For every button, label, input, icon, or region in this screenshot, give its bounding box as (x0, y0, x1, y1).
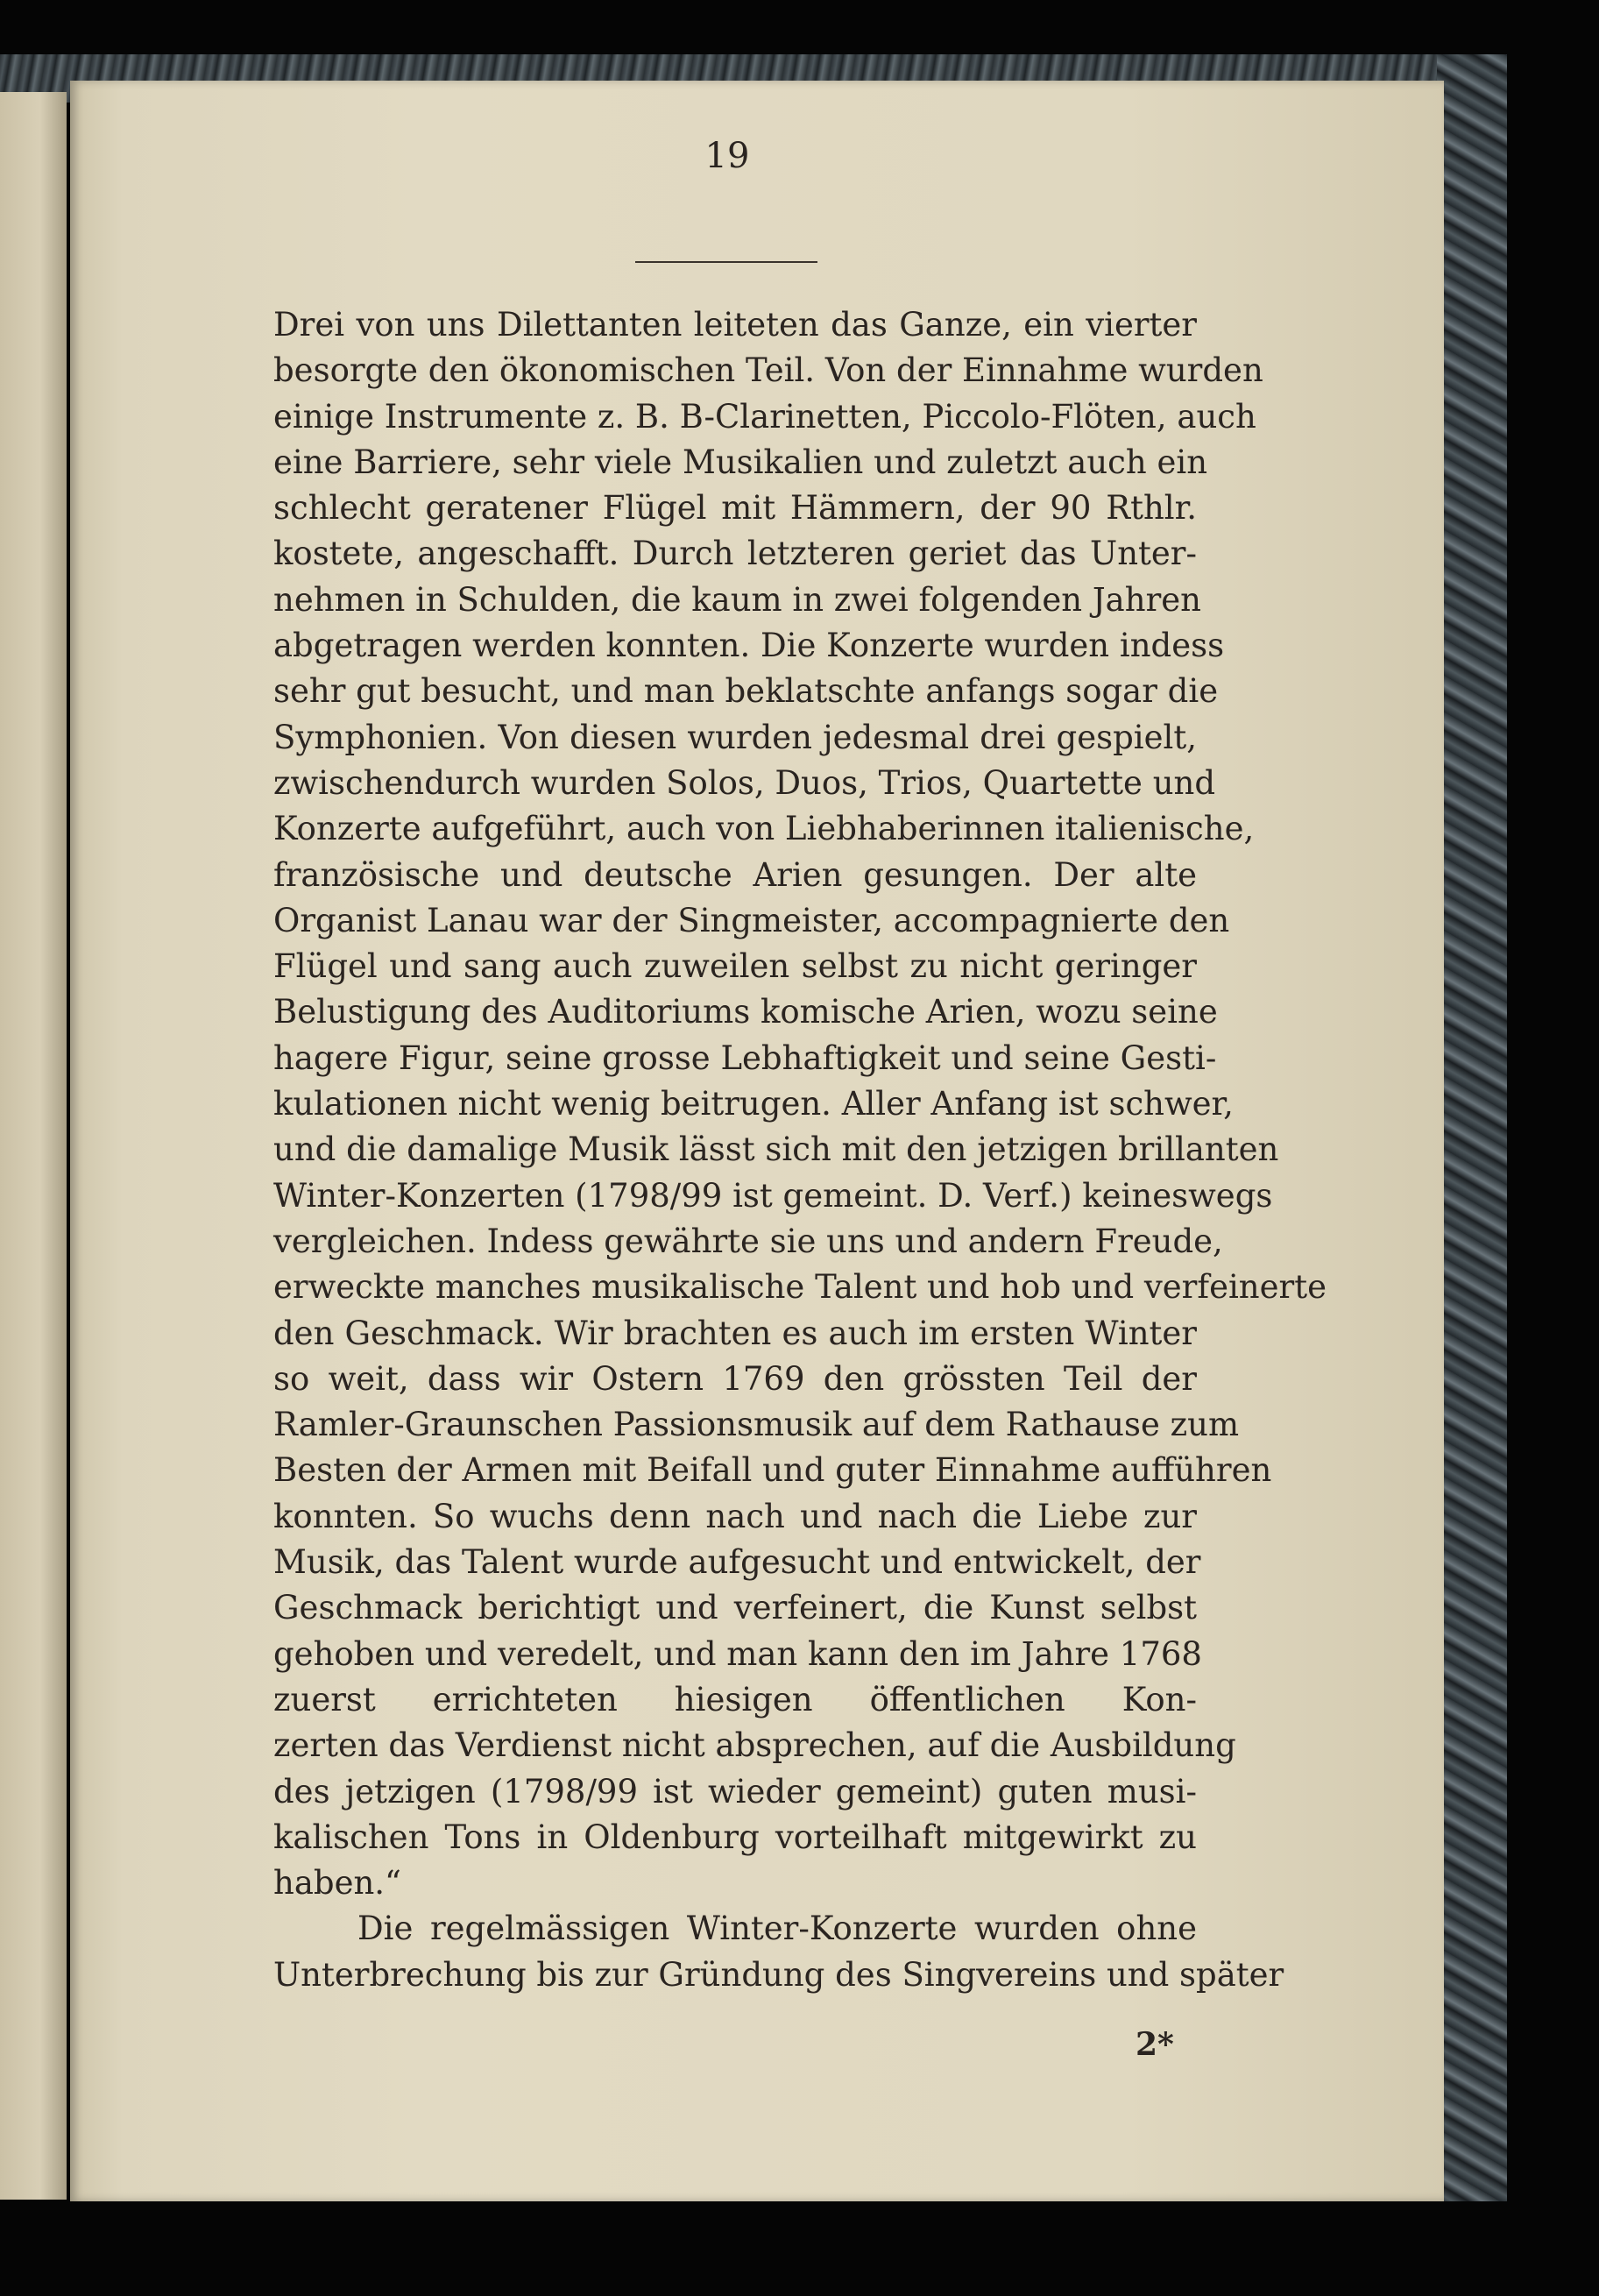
text-line: haben.“ (273, 1864, 401, 1903)
text-line: so weit, dass wir Ostern 1769 den grössten Teil der (273, 1359, 1197, 1398)
text-line: Flügel und sang auch zuweilen selbst zu nicht geringer (273, 947, 1197, 986)
text-line: Die regelmässigen Winter-Konzerte wurden ohne (357, 1910, 1197, 1948)
text-line: Drei von uns Dilettanten leiteten das Ganze, ein vierter (273, 306, 1197, 344)
text-line: französische und deutsche Arien gesungen. Der alte (273, 855, 1197, 894)
text-line: Besten der Armen mit Beifall und guter Einnahme aufführen (273, 1451, 1272, 1490)
text-line: hagere Figur, seine grosse Lebhaftigkeit und seine Gesti- (273, 1038, 1217, 1077)
book-cover-marbled-edge (1437, 54, 1507, 2201)
text-line: Symphonien. Von diesen wurden jedesmal drei gespielt, (273, 718, 1197, 756)
text-line: Geschmack berichtigt und verfeinert, die Kunst selbst (273, 1589, 1197, 1627)
text-line: eine Barriere, sehr viele Musikalien und zuletzt auch ein (273, 443, 1208, 481)
text-line: den Geschmack. Wir brachten es auch im ersten Winter (273, 1314, 1197, 1352)
text-line: und die damalige Musik lässt sich mit den jetzigen brillanten (273, 1130, 1279, 1169)
text-line: besorgte den ökonomischen Teil. Von der Einnahme wurden (273, 351, 1263, 390)
text-line: Ramler-Graunschen Passionsmusik auf dem Rathause zum (273, 1406, 1240, 1444)
text-line: zuerst errichteten hiesigen öffentlichen Kon- (273, 1680, 1197, 1718)
signature-mark: 2* (1136, 2026, 1174, 2063)
text-line: Musik, das Talent wurde aufgesucht und entwickelt, der (273, 1543, 1201, 1582)
text-line: kostete, angeschafft. Durch letzteren geriet das Unter- (273, 535, 1197, 573)
text-line: zwischendurch wurden Solos, Duos, Trios, Quartette und (273, 763, 1216, 802)
body-text (273, 302, 1327, 1998)
text-line: Unterbrechung bis zur Gründung des Singvereins und später (273, 1955, 1284, 1994)
facing-page-edge (0, 92, 67, 2200)
text-line: schlecht geratener Flügel mit Hämmern, der 90 Rthlr. (273, 489, 1197, 528)
text-line: Winter-Konzerten (1798/99 ist gemeint. D. Verf.) keineswegs (273, 1176, 1273, 1215)
text-line: vergleichen. Indess gewährte sie uns und andern Freude, (273, 1222, 1223, 1260)
text-line: konnten. So wuchs denn nach und nach die Liebe zur (273, 1497, 1197, 1535)
page-number: 19 (704, 136, 750, 176)
text-line: einige Instrumente z. B. B-Clarinetten, Piccolo-Flöten, auch (273, 397, 1256, 436)
text-line: erweckte manches musikalische Talent und hob und verfeinerte (273, 1268, 1327, 1307)
text-line: zerten das Verdienst nicht absprechen, auf die Ausbildung (273, 1726, 1236, 1765)
text-line: gehoben und veredelt, und man kann den im Jahre 1768 (273, 1634, 1202, 1673)
text-line: kulationen nicht wenig beitrugen. Aller Anfang ist schwer, (273, 1085, 1234, 1123)
header-rule (635, 261, 817, 263)
text-line: Konzerte aufgeführt, auch von Liebhaberinnen italienische, (273, 810, 1255, 848)
text-line: Belustigung des Auditoriums komische Arien, wozu seine (273, 993, 1218, 1031)
text-line: sehr gut besucht, und man beklatschte anfangs sogar die (273, 672, 1219, 711)
text-line: des jetzigen (1798/99 ist wieder gemeint) guten musi- (273, 1772, 1197, 1811)
text-line: kalischen Tons in Oldenburg vorteilhaft mitgewirkt zu (273, 1818, 1197, 1856)
text-line: Organist Lanau war der Singmeister, accompagnierte den (273, 901, 1230, 939)
text-line: nehmen in Schulden, die kaum in zwei folgenden Jahren (273, 580, 1201, 619)
text-line: abgetragen werden konnten. Die Konzerte wurden indess (273, 627, 1225, 665)
